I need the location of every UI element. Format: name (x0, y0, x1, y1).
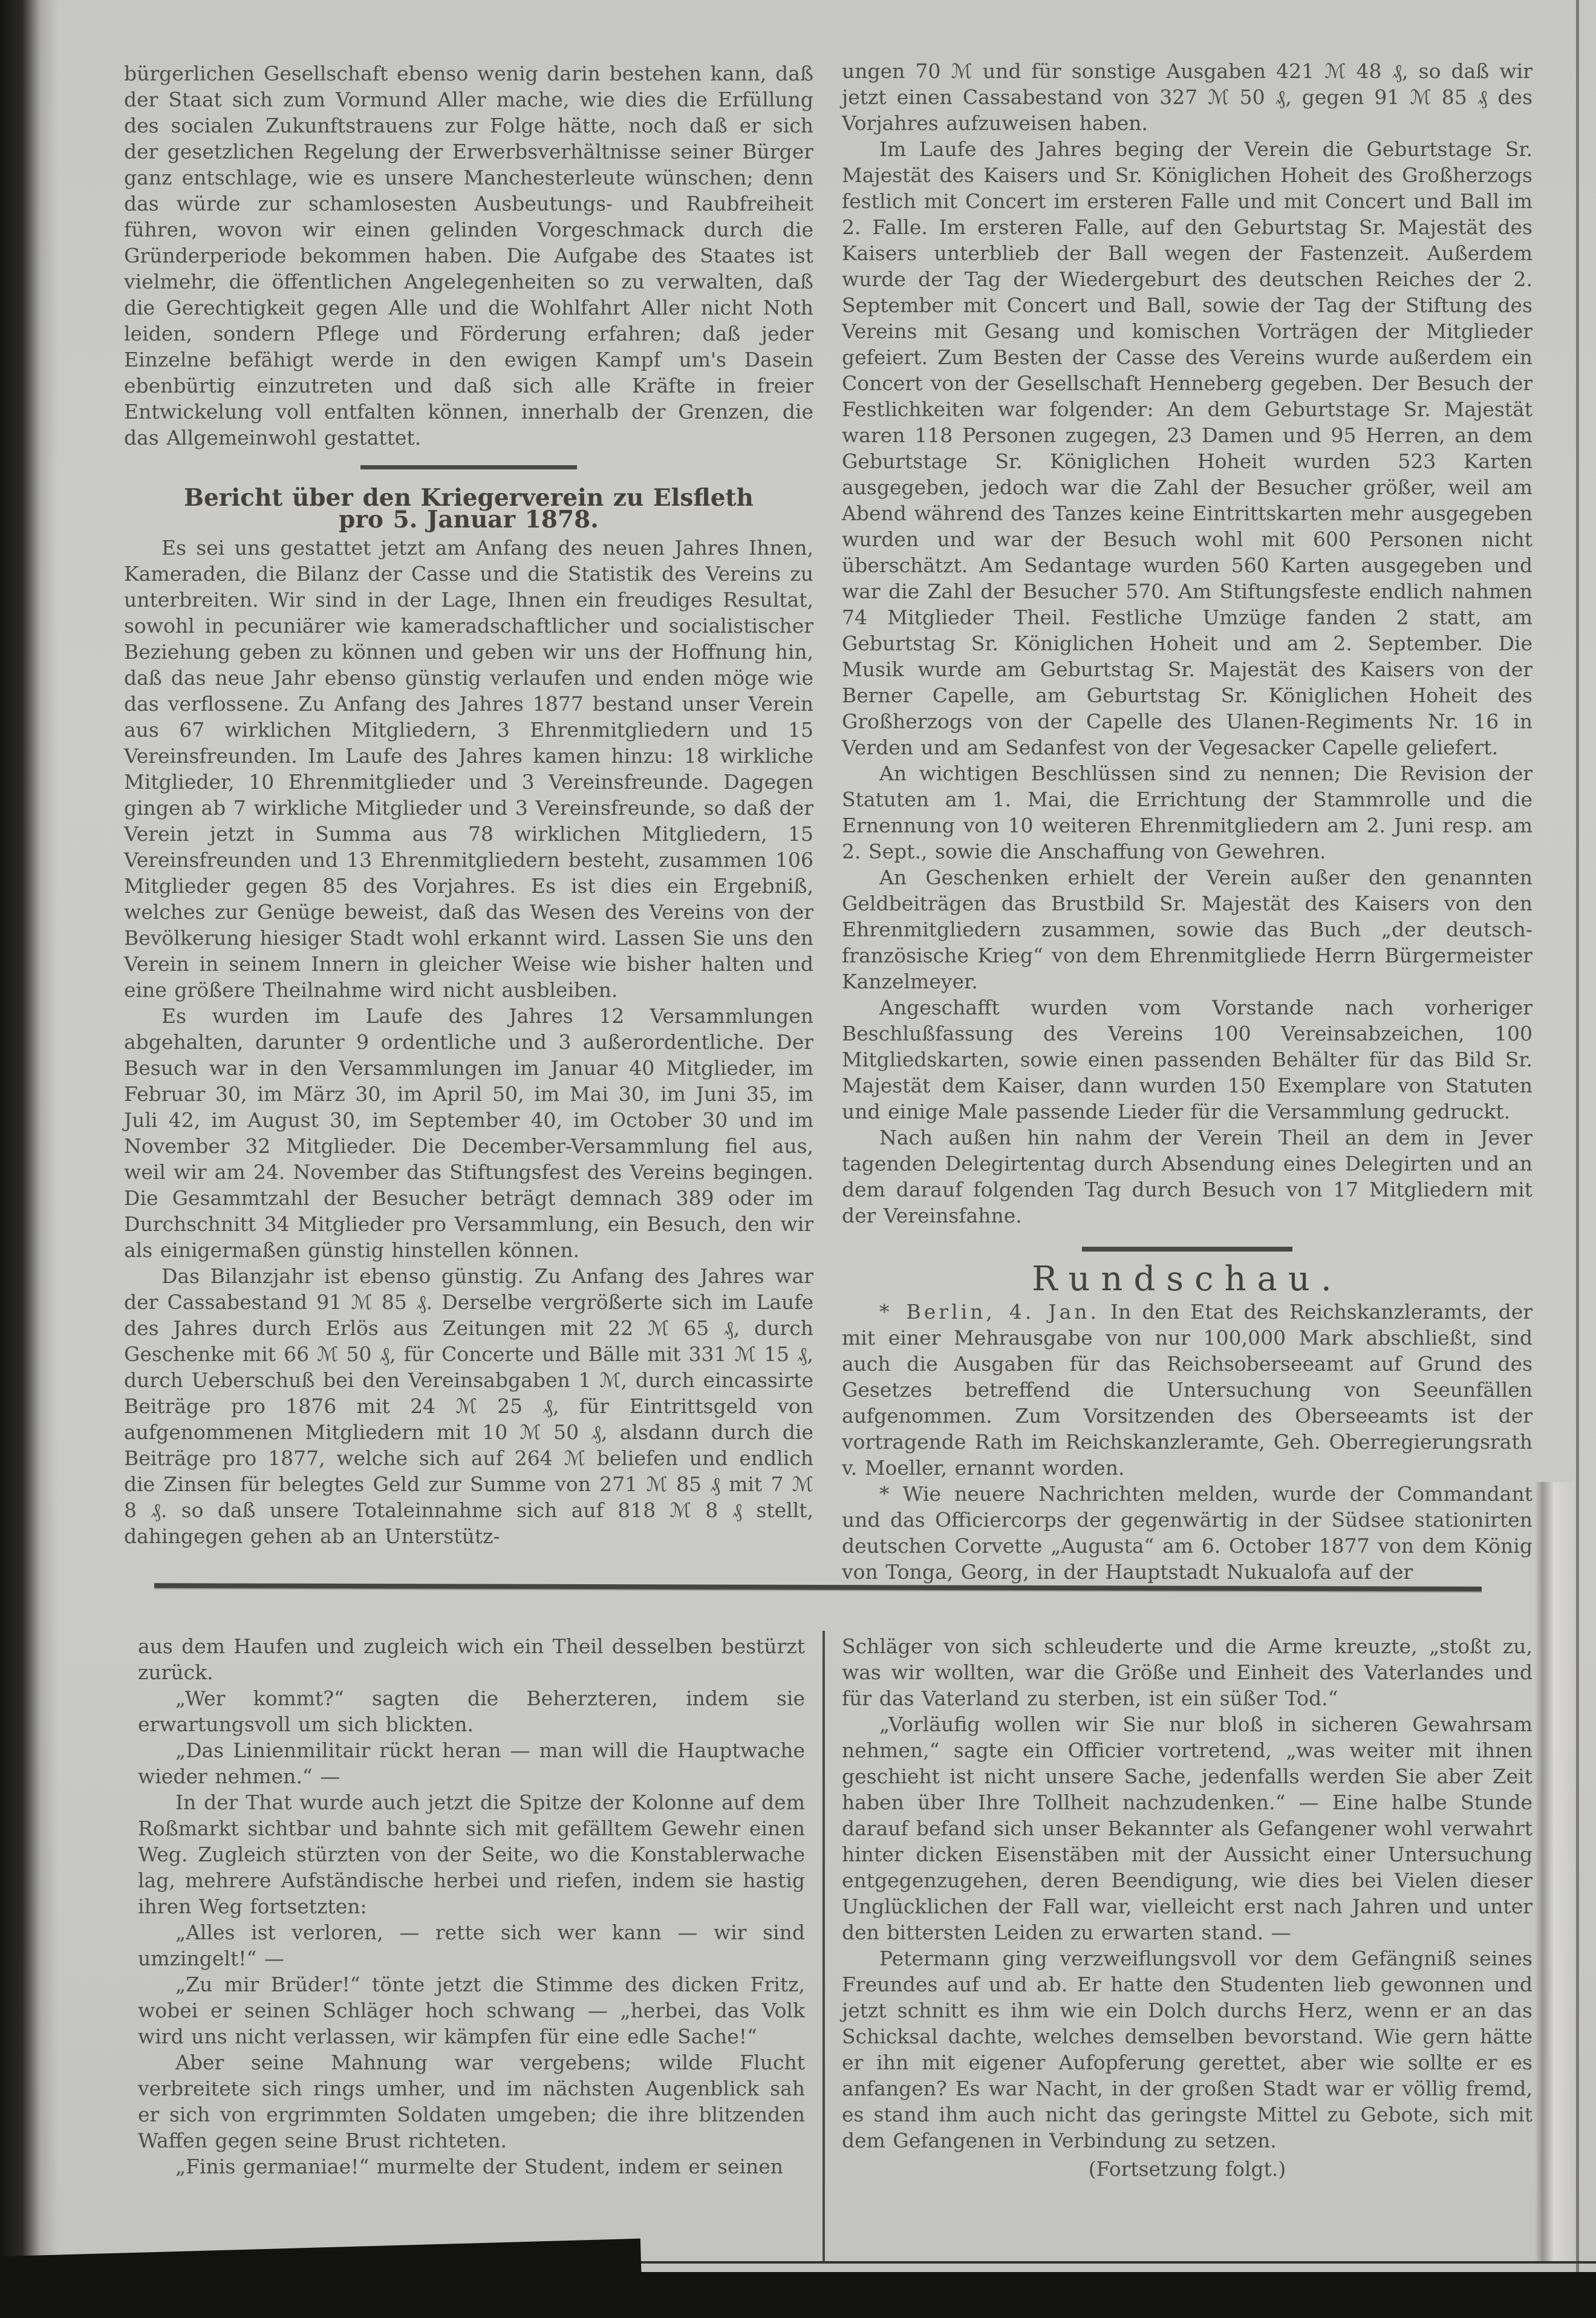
feuilleton-paragraph: Petermann ging verzweiflungsvoll vor dem Gefängniß seines Freundes auf und ab. Er hatte den Studenten lieb gewonnen und jetzt schnitt es ihm wie ein Dolch durchs Herz, wenn er an das Schicksal dachte, welches demselben bevorstand. Wie gern hätte er ihn mit eigener Aufopferung gerettet, aber wie sollte er es anfangen? Es war Nacht, in der großen Stadt war er völlig fremd, es stand ihm auch nicht das geringste Mittel zu Gebote, sich mit dem Gefangenen in Verbindung zu setzen. (842, 1947, 1532, 2152)
article-divider-rule (360, 465, 577, 469)
report-continuation-paragraph: ungen 70 ℳ und für sonstige Ausgaben 421 ℳ 48 ₰, so daß wir jetzt einen Cassabestand von 327 ℳ 50 ₰, gegen 91 ℳ 85 ₰ des Vorjahres aufzuweisen haben. (842, 59, 1532, 135)
feuilleton-paragraph: „Vorläufig wollen wir Sie nur bloß in sicheren Gewahrsam nehmen,“ sagte ein Officier vortretend, „was weiter mit ihnen geschieht ist nicht unsere Sache, jedenfalls werden Sie aber Zeit haben über Ihre Tollheit nachzudenken.“ — Eine halbe Stunde darauf befand sich unser Bekannter als Gefangener wohl verwahrt hinter dicken Eisenstäben mit der Aussicht einer Untersuchung entgegenzugehen, deren Beendigung, wie dies bei Vielen dieser Unglücklichen der Fall war, vielleicht erst nach Jahren und unter den bittersten Leiden zu erwarten stand. — (842, 1712, 1532, 1944)
continuation-paragraph: bürgerlichen Gesellschaft ebenso wenig darin bestehen kann, daß der Staat sich zum Vormund Aller mache, wie dies die Erfüllung des socialen Zukunftstrauens zur Folge hätte, noch daß er sich der gesetzlichen Regelung der Erwerbsverhältnisse seiner Bürger ganz entschlage, wie es unsere Manchesterleute wünschen; denn das würde zur schamlosesten Ausbeutungs- und Raubfreiheit führen, wovon wir einen gelinden Vorgeschmack durch die Gründerperiode bekommen haben. Die Aufgabe des Staates ist vielmehr, die öffentlichen Angelegenheiten so zu verwalten, daß die Gerechtigkeit gegen Alle und die Wohlfahrt Aller nicht Noth leiden, sondern Pflege und Förderung erfahren; daß jeder Einzelne befähigt werde in den ewigen Kampf um's Dasein ebenbürtig einzutreten und daß sich alle Kräfte in freier Entwickelung voll entfalten können, innerhalb der Grenzen, die das Allgemeinwohl gestattet. (124, 62, 813, 449)
feuilleton-paragraph: Aber seine Mahnung war vergebens; wilde Flucht verbreitete sich rings umher, und im nächsten Augenblick sah er sich von ergrimmten Soldaten umgeben; die ihre blitzenden Waffen gegen seine Brust richteten. (138, 2051, 805, 2152)
rundschau-divider-rule (1082, 1247, 1292, 1252)
report-paragraph-3: Das Bilanzjahr ist ebenso günstig. Zu Anfang des Jahres war der Cassabestand 91 ℳ 85 ₰. Derselbe vergrößerte sich im Laufe des Jahres durch Erlös aus Zeitungen mit 22 ℳ 65 ₰, durch Geschenke mit 66 ℳ 50 ₰, für Concerte und Bälle mit 331 ℳ 15 ₰, durch Ueberschuß bei den Vereinsabgaben 1 ℳ, durch eincassirte Beiträge pro 1876 mit 24 ℳ 25 ₰, für Eintrittsgeld von aufgenommenen Mitgliedern mit 10 ℳ 50 ₰, alsdann durch die Beiträge pro 1877, welche sich auf 264 ℳ beliefen und endlich die Zinsen für belegtes Geld zur Summe von 271 ℳ 85 ₰ mit 7 ℳ 8 ₰. so daß unsere Totaleinnahme sich auf 818 ℳ 8 ₰ stellt, dahingegen gehen ab an Unterstütz- (124, 1264, 813, 1548)
report-paragraph-2: Es wurden im Laufe des Jahres 12 Versammlungen abgehalten, darunter 9 ordentliche und 3 außerordentliche. Der Besuch war in den Versammlungen im Januar 40 Mitglieder, im Februar 30, im März 30, im April 50, im Mai 30, im Juni 35, im Juli 42, im August 30, im September 40, im October 30 und im November 32 Mitglieder. Die December-Versammlung fiel aus, weil wir am 24. November das Stiftungsfest des Vereins begingen. Die Gesammtzahl der Besucher beträgt demnach 389 oder im Durchschnitt 34 Mitglieder pro Versammlung, ein Besuch, den wir als einigermaßen günstig hinstellen können. (124, 1004, 813, 1262)
scan-left-edge-shadow (0, 0, 58, 2318)
rundschau-heading: Rundschau. (1032, 1259, 1343, 1299)
feuilleton-paragraph: „Alles ist verloren, — rette sich wer kann — wir sind umzingelt!“ — (138, 1921, 805, 1970)
report-paragraph-6: An Geschenken erhielt der Verein außer den genannten Geldbeiträgen das Brustbild Sr. Majestät des Kaisers von den Ehrenmitgliedern zusammen, sowie das Buch „der deutsch-französische Krieg“ von dem Ehrenmitgliede Herrn Bürgermeister Kanzelmeyer. (842, 866, 1532, 993)
rundschau-item-1-dateline: * Berlin, 4. Jan. (879, 1300, 1100, 1324)
feuilleton-paragraph: „Das Linienmilitair rückt heran — man will die Hauptwache wieder nehmen.“ — (138, 1739, 805, 1788)
scan-right-crease (1535, 1482, 1577, 2262)
report-heading-line1: Bericht über den Kriegerverein zu Elsfleth (184, 484, 754, 512)
feuilleton-paragraph: „Zu mir Brüder!“ tönte jetzt die Stimme des dicken Fritz, wobei er seinen Schläger hoch schwang — „herbei, das Volk wird uns nicht verlassen, wir kämpfen für eine edle Sache!“ (138, 1973, 805, 2048)
feuilleton-column-left (138, 1633, 805, 2179)
feuilleton-paragraph: aus dem Haufen und zugleich wich ein Theil desselben bestürzt zurück. (138, 1634, 805, 1684)
scan-bottom-shadow (0, 2272, 1596, 2318)
rundschau-item-2: * Wie neuere Nachrichten melden, wurde der Commandant und das Officiercorps der gegenwärtig in der Südsee stationirten deutschen Corvette „Augusta“ am 6. October 1877 von dem König von Tonga, Georg, in der Hauptstadt Nukualofa auf der (842, 1482, 1532, 1584)
article-column-right (842, 58, 1532, 1585)
feuilleton-paragraph: „Finis germaniae!“ murmelte der Student, indem er seinen (175, 2155, 784, 2178)
feuilleton-column-divider (822, 1631, 825, 2264)
feuilleton-continuation-note: (Fortsetzung folgt.) (1088, 2157, 1286, 2181)
feuilleton-column-right (842, 1633, 1532, 2182)
feuilleton-paragraph: In der That wurde auch jetzt die Spitze der Kolonne auf dem Roßmarkt sichtbar und bahnte sich mit gefälltem Gewehr einen Weg. Zugleich stürzten von der Seite, wo die Konstablerwache lag, mehrere Aufständische herbei und riefen, indem sie hastig ihren Weg fortsetzten: (138, 1791, 805, 1918)
report-paragraph-7: Angeschafft wurden vom Vorstande nach vorheriger Beschlußfassung des Vereins 100 Vereinsabzeichen, 100 Mitgliedskarten, sowie einen passenden Behälter für das Bild Sr. Majestät dem Kaiser, dann wurden 150 Exemplare von Statuten und einige Male passende Lieder für die Versammlung gedruckt. (842, 996, 1532, 1123)
report-paragraph-1: Es sei uns gestattet jetzt am Anfang des neuen Jahres Ihnen, Kameraden, die Bilanz der Casse und die Statistik des Vereins zu unterbreiten. Wir sind in der Lage, Ihnen ein freudiges Resultat, sowohl in pecuniärer wie kameradschaftlicher und socialistischer Beziehung geben zu können und geben wir uns der Hoffnung hin, daß das neue Jahr ebenso günstig verlaufen und enden möge wie das verflossene. Zu Anfang des Jahres 1877 bestand unser Verein aus 67 wirklichen Mitgliedern, 3 Ehrenmitgliedern und 15 Vereinsfreunden. Im Laufe des Jahres kamen hinzu: 18 wirkliche Mitglieder, 10 Ehrenmitglieder und 3 Vereinsfreunde. Dagegen gingen ab 7 wirkliche Mitglieder und 3 Vereinsfreunde, so daß der Verein jetzt in Summa aus 78 wirklichen Mitgliedern, 15 Vereinsfreunden und 13 Ehrenmitgliedern besteht, zusammen 106 Mitglieder gegen 85 des Vorjahres. Es ist dies ein Ergebniß, welches zur Genüge beweist, daß das Wesen des Vereins von der Bevölkerung hiesiger Stadt wohl erkannt wird. Lassen Sie uns den Verein in seinem Innern in gleicher Weise wie bisher halten und eine größere Theilnahme wird nicht ausbleiben. (124, 536, 813, 1002)
feuilleton-paragraph: „Wer kommt?“ sagten die Beherzteren, indem sie erwartungsvoll um sich blickten. (138, 1686, 805, 1736)
report-paragraph-5: An wichtigen Beschlüssen sind zu nennen; Die Revision der Statuten am 1. Mai, die Errichtung der Stammrolle und die Ernennung von 10 weiteren Ehrenmitgliedern am 2. Juni resp. am 2. Sept., sowie die Anschaffung von Gewehren. (842, 762, 1532, 863)
report-heading-line2: pro 5. Januar 1878. (339, 506, 599, 534)
article-column-left (124, 60, 813, 1549)
feuilleton-paragraph: Schläger von sich schleuderte und die Arme kreuzte, „stoßt zu, was wir wollten, war die Größe und Einheit des Vaterlandes und für das Vaterland zu sterben, ist ein süßer Tod.“ (842, 1634, 1532, 1710)
report-paragraph-4: Im Laufe des Jahres beging der Verein die Geburtstage Sr. Majestät des Kaisers und Sr. Königlichen Hoheit des Großherzogs festlich mit Concert im ersteren Falle und mit Concert und Ball im 2. Falle. Im ersteren Falle, auf den Geburtstag Sr. Majestät des Kaisers unterblieb der Ball wegen der Fastenzeit. Außerdem wurde der Tag der Wiedergeburt des deutschen Reiches der 2. September mit Concert und Ball, sowie der Tag der Stiftung des Vereins mit Gesang und komischen Vorträgen der Mitglieder gefeiert. Zum Besten der Casse des Vereins wurde außerdem ein Concert von der Gesellschaft Henneberg gegeben. Der Besuch der Festlichkeiten war folgender: An dem Geburtstage Sr. Majestät waren 118 Personen zugegen, 23 Damen und 95 Herren, an dem Geburtstage Sr. Königlichen Hoheit wurden 523 Karten ausgegeben, jedoch war die Zahl der Besucher größer, weil am Abend während des Tanzes keine Eintrittskarten mehr ausgegeben wurden und war der Besuch wohl mit 600 Personen nicht überschätzt. Am Sedantage wurden 560 Karten ausgegeben und war die Zahl der Besucher 570. Am Stiftungsfeste endlich nahmen 74 Mitglieder Theil. Festliche Umzüge fanden 2 statt, am Geburtstag Sr. Königlichen Hoheit und am 2. September. Die Musik wurde am Geburtstag Sr. Majestät des Kaisers von der Berner Capelle, am Geburtstag Sr. Königlichen Hoheit des Großherzogs von der Capelle des Ulanen-Regiments Nr. 16 in Verden und am Sedanfest von der Vegesacker Capelle geliefert. (842, 137, 1532, 759)
rundschau-item-1-text: In den Etat des Reichskanzleramts, der mit einer Mehrausgabe von nur 100,000 Mark abschließt, sind auch die Ausgaben für das Reichsoberseeamt auf Grund des Gesetzes betreffend die Untersuchung von Seeunfällen aufgenommen. Zum Vorsitzenden des Oberseeamts ist der vortragende Rath im Reichskanzleramte, Geh. Oberregierungsrath v. Moeller, ernannt worden. (842, 1300, 1532, 1480)
scan-right-page-edge (1576, 0, 1579, 2272)
report-paragraph-8: Nach außen hin nahm der Verein Theil an dem in Jever tagenden Delegirtentag durch Absendung eines Delegirten und an dem darauf folgenden Tag durch Besuch von 17 Mitgliedern mit der Vereinsfahne. (842, 1126, 1532, 1227)
rundschau-item-1 (842, 1299, 1532, 1481)
